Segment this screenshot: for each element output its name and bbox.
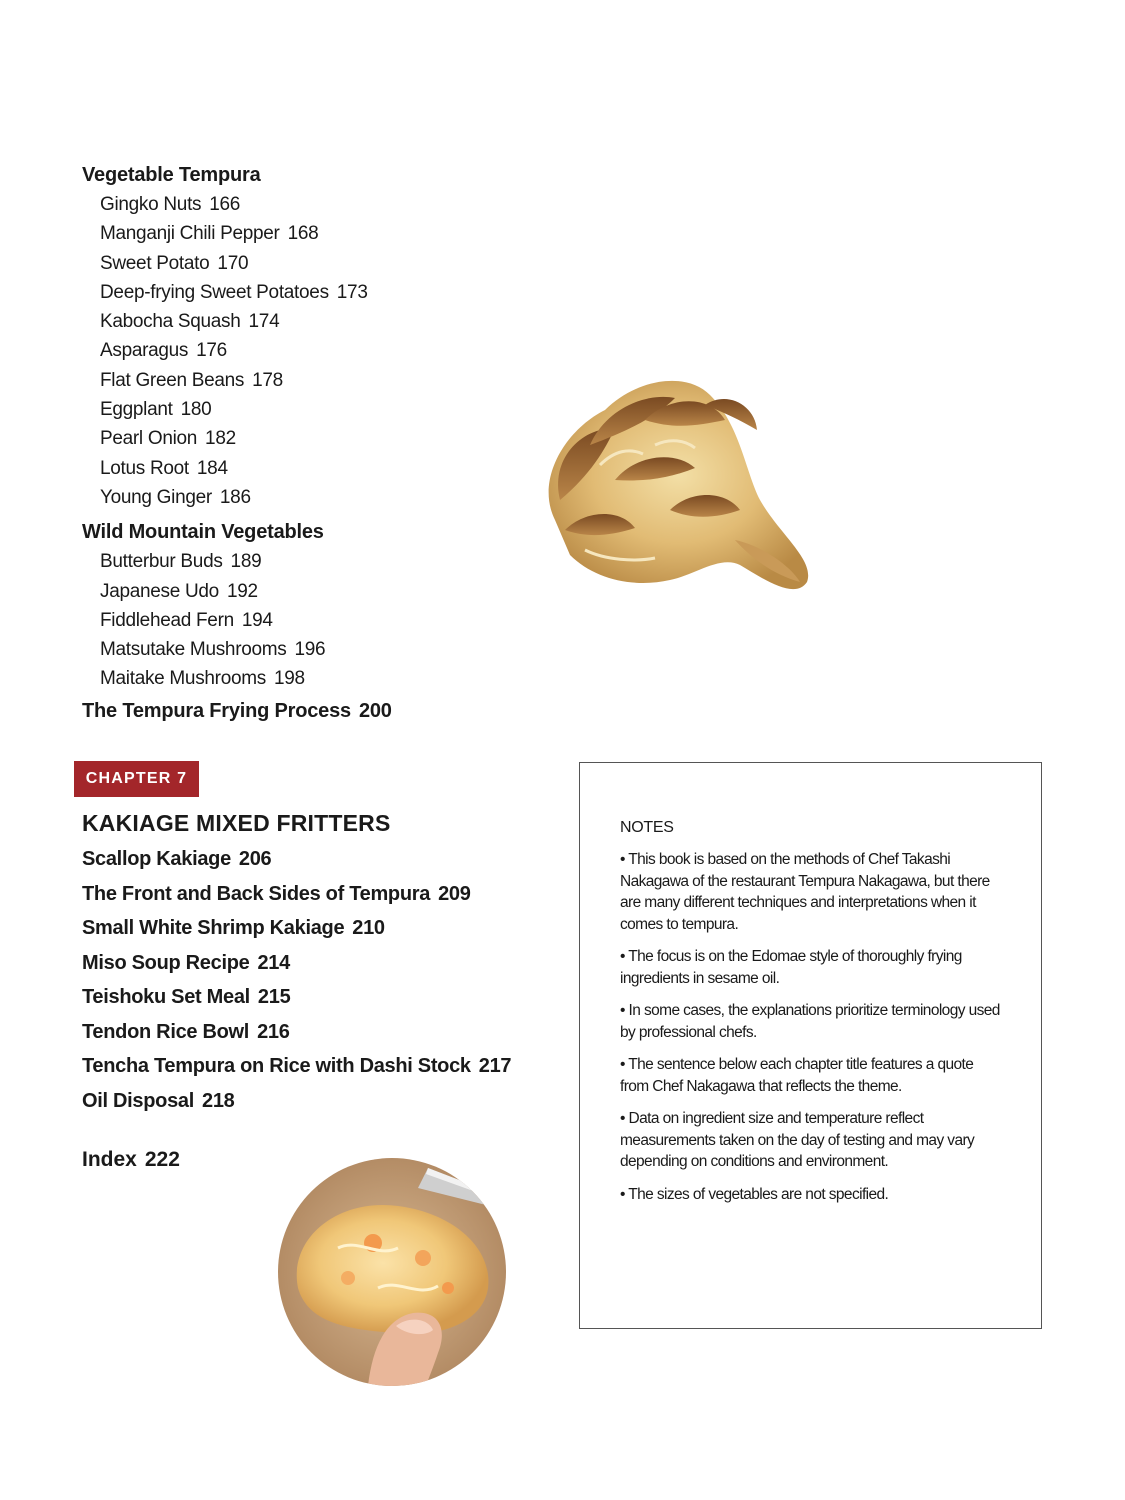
toc-item[interactable]	[82, 424, 392, 453]
toc-item-name: Gingko Nuts	[100, 194, 202, 215]
toc-section-wild-vegetables[interactable]	[82, 518, 392, 547]
toc-item-page: 168	[287, 223, 319, 245]
toc-item[interactable]	[82, 664, 392, 693]
toc-item[interactable]	[82, 547, 392, 576]
notes-title: NOTES	[620, 819, 674, 836]
toc-item[interactable]	[82, 980, 511, 1015]
toc-item-page: 206	[238, 848, 272, 870]
toc-item-page: 217	[478, 1055, 512, 1077]
toc-item-page: 209	[438, 882, 471, 905]
toc-item[interactable]	[82, 1084, 511, 1119]
notes-box	[579, 762, 1042, 1329]
toc-item-name: Small White Shrimp Kakiage	[82, 917, 345, 939]
toc-item-name: Teishoku Set Meal	[82, 986, 250, 1008]
toc-item-name: Scallop Kakiage	[82, 848, 231, 870]
toc-item-page: 174	[248, 311, 280, 333]
toc-item[interactable]	[82, 911, 511, 946]
toc-item-name: Pearl Onion	[100, 428, 198, 450]
toc-item-page: 196	[294, 639, 326, 661]
toc-item-page: 184	[196, 457, 228, 479]
toc-item-page: 173	[336, 281, 368, 303]
note-item: • This book is based on the methods of Chef Takashi Nakagawa of the restaurant Tempura Nakagawa, but there are many different techniques and interpretations when it comes to tempura.	[620, 851, 990, 933]
note-item: • The focus is on the Edomae style of thoroughly frying ingredients in sesame oil.	[620, 948, 962, 987]
note-item: • The sentence below each chapter title features a quote from Chef Nakagawa that reflects the theme.	[620, 1056, 974, 1095]
toc-item-name: Sweet Potato	[100, 252, 210, 274]
toc-item[interactable]	[82, 307, 392, 336]
toc-item[interactable]	[82, 190, 392, 219]
toc-item-page: 192	[226, 580, 258, 602]
toc-item-name: Japanese Udo	[100, 580, 219, 602]
chapter-badge: CHAPTER 7	[74, 761, 199, 797]
toc-item-name: Tendon Rice Bowl	[82, 1020, 250, 1043]
maitake-tempura-photo	[495, 350, 825, 620]
toc-item-page: 200	[358, 699, 392, 722]
toc-item[interactable]	[82, 606, 392, 635]
toc-item-name: Kabocha Squash	[100, 311, 241, 333]
toc-item-page: 218	[202, 1089, 235, 1112]
note-item: • In some cases, the explanations prioritize terminology used by professional chefs.	[620, 1002, 1000, 1041]
toc-item-name: Miso Soup Recipe	[82, 951, 250, 974]
toc-item-page: 222	[144, 1148, 180, 1171]
kakiage-illustration	[278, 1158, 506, 1386]
toc-item-name: Eggplant	[100, 399, 173, 421]
toc-item-page: 216	[257, 1020, 290, 1043]
toc-item-page: 215	[257, 986, 291, 1008]
toc-item[interactable]	[82, 278, 392, 307]
toc-item-name: Young Ginger	[100, 486, 212, 508]
toc-item[interactable]	[82, 842, 511, 877]
notes-list	[620, 849, 1001, 1205]
toc-index[interactable]	[82, 1148, 180, 1172]
note-item: • Data on ingredient size and temperature reflect measurements taken on the day of testing and may vary depending on conditions and environment.	[620, 1110, 975, 1170]
toc-item-page: 189	[230, 551, 262, 573]
toc-item-page: 166	[209, 194, 241, 215]
toc-item[interactable]	[82, 366, 392, 395]
toc-item-name: Oil Disposal	[82, 1089, 194, 1112]
toc-chapter-7	[82, 842, 511, 1118]
toc-item[interactable]	[82, 219, 392, 248]
toc-item-name: Butterbur Buds	[100, 551, 223, 573]
toc-item[interactable]	[82, 483, 392, 512]
toc-vegetables	[82, 161, 392, 726]
toc-item-page: 170	[217, 252, 249, 274]
toc-item[interactable]	[82, 395, 392, 424]
toc-item-page: 178	[252, 369, 283, 391]
toc-item-name: Index	[82, 1148, 137, 1171]
toc-item[interactable]	[82, 336, 392, 365]
chapter-title: KAKIAGE MIXED FRITTERS	[82, 810, 391, 836]
toc-section-vegetable-tempura[interactable]	[82, 161, 392, 190]
toc-item-name: Maitake Mushrooms	[100, 668, 266, 690]
toc-item-name: Deep-frying Sweet Potatoes	[100, 281, 329, 303]
toc-item-name: Flat Green Beans	[100, 369, 245, 391]
toc-section-title: Wild Mountain Vegetables	[82, 521, 324, 544]
toc-item[interactable]	[82, 1015, 511, 1050]
toc-item[interactable]	[82, 249, 392, 278]
toc-item[interactable]	[82, 877, 511, 912]
toc-item-page: 176	[196, 340, 227, 362]
toc-item-page: 214	[257, 951, 290, 974]
kakiage-photo	[278, 1158, 506, 1386]
toc-item-name: Manganji Chili Pepper	[100, 223, 280, 245]
toc-item-name: Matsutake Mushrooms	[100, 639, 287, 661]
toc-item[interactable]	[82, 1049, 511, 1084]
toc-item-name: Fiddlehead Fern	[100, 609, 234, 631]
toc-item-name: Asparagus	[100, 340, 189, 362]
toc-section-frying-process[interactable]	[82, 697, 392, 726]
toc-section-title: Vegetable Tempura	[82, 164, 261, 186]
toc-item-page: 186	[219, 486, 251, 508]
toc-item-name: Tencha Tempura on Rice with Dashi Stock	[82, 1055, 471, 1077]
toc-item-page: 210	[352, 917, 385, 939]
toc-item[interactable]	[82, 454, 392, 483]
toc-item[interactable]	[82, 577, 392, 606]
toc-item-name: The Front and Back Sides of Tempura	[82, 882, 431, 905]
toc-section-title: The Tempura Frying Process	[82, 699, 351, 722]
toc-item-page: 198	[273, 668, 305, 690]
note-item: • The sizes of vegetables are not specified.	[620, 1185, 889, 1203]
toc-item[interactable]	[82, 635, 392, 664]
toc-item-page: 180	[180, 399, 212, 421]
toc-item[interactable]	[82, 946, 511, 981]
toc-item-name: Lotus Root	[100, 457, 189, 479]
toc-item-page: 182	[205, 428, 236, 450]
toc-item-page: 194	[241, 609, 273, 631]
